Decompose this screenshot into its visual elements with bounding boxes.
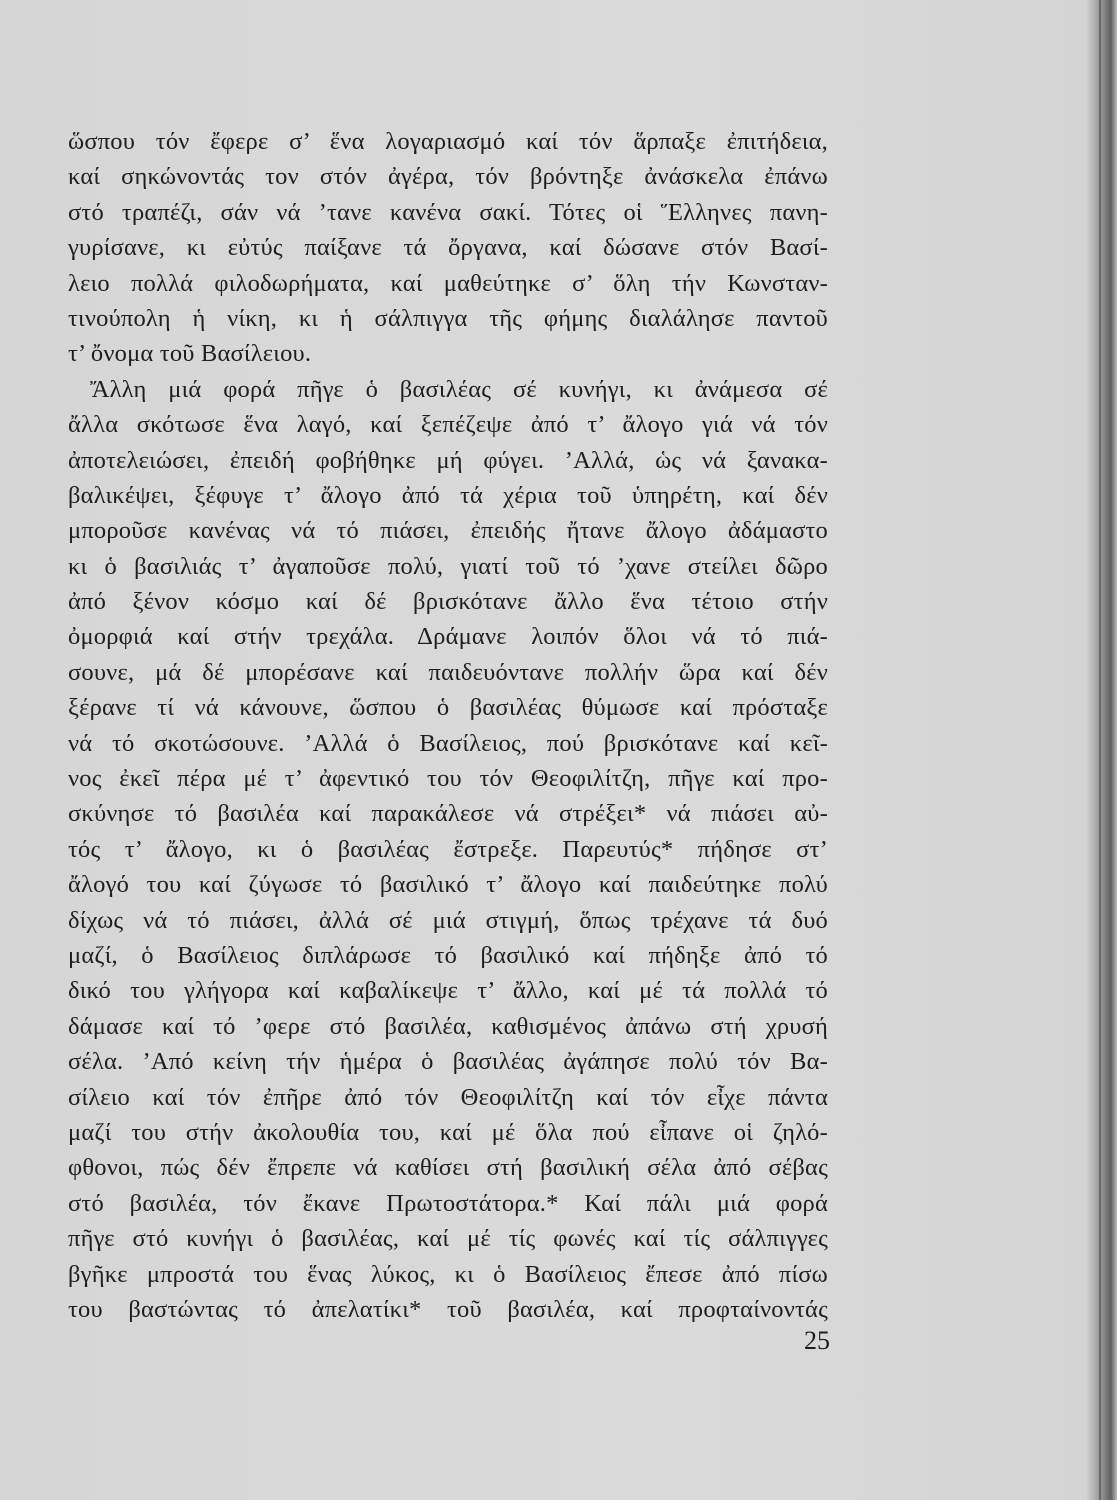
text-line: νά τό σκοτώσουνε. ’Αλλά ὁ Βασίλειος, πού βρισκότανε καί κεῖ-: [68, 729, 828, 757]
text-line: ὀμορφιά καί στήν τρεχάλα. Δράμανε λοιπόν ὅλοι νά τό πιά-: [68, 623, 828, 651]
text-line: ἄλλα σκότωσε ἕνα λαγό, καί ξεπέζεψε ἀπό τ’ ἄλογο γιά νά τόν: [68, 411, 828, 439]
text-line: μαζί, ὁ Βασίλειος διπλάρωσε τό βασιλικό καί πήδηξε ἀπό τό: [68, 941, 828, 969]
text-line: δάμασε καί τό ’φερε στό βασιλέα, καθισμένος ἀπάνω στή χρυσή: [68, 1012, 828, 1040]
text-line: δικό του γλήγορα καί καβαλίκεψε τ’ ἄλλο, καί μέ τά πολλά τό: [68, 977, 828, 1005]
text-line: ἀπό ξένον κόσμο καί δέ βρισκότανε ἄλλο ἕνα τέτοιο στήν: [68, 588, 828, 616]
text-line: δίχως νά τό πιάσει, ἀλλά σέ μιά στιγμή, ὅπως τρέχανε τά δυό: [68, 906, 828, 934]
text-line: καί σηκώνοντάς τον στόν ἀγέρα, τόν βρόντηξε ἀνάσκελα ἐπάνω: [68, 163, 828, 191]
text-line: σκύνησε τό βασιλέα καί παρακάλεσε νά στρέξει* νά πιάσει αὐ-: [68, 800, 828, 828]
page-edge-shadow: [1087, 0, 1117, 1500]
text-line: μποροῦσε κανένας νά τό πιάσει, ἐπειδής ἤτανε ἄλογο ἀδάμαστο: [68, 517, 828, 545]
text-line: γυρίσανε, κι εὐτύς παίξανε τά ὄργανα, καί δώσανε στόν Βασί-: [68, 234, 828, 262]
text-line: ξέρανε τί νά κάνουνε, ὥσπου ὁ βασιλέας θύμωσε καί πρόσταξε: [68, 694, 828, 722]
text-line: στό βασιλέα, τόν ἔκανε Πρωτοστάτορα.* Καί πάλι μιά φορά: [68, 1189, 828, 1217]
text-line: ἄλογό του καί ζύγωσε τό βασιλικό τ’ ἄλογο καί παιδεύτηκε πολύ: [68, 871, 828, 899]
text-line: σέλα. ’Από κείνη τήν ἡμέρα ὁ βασιλέας ἀγάπησε πολύ τόν Βα-: [68, 1048, 828, 1076]
text-line: σουνε, μά δέ μπορέσανε καί παιδευόντανε πολλήν ὥρα καί δέν: [68, 658, 828, 686]
text-line: σίλειο καί τόν ἐπῆρε ἀπό τόν Θεοφιλίτζη καί τόν εἶχε πάντα: [68, 1083, 828, 1111]
text-line: μαζί του στήν ἀκολουθία του, καί μέ ὅλα πού εἶπανε οἱ ζηλό-: [68, 1118, 828, 1146]
text-line: ἀποτελειώσει, ἐπειδή φοβήθηκε μή φύγει. ’Αλλά, ὡς νά ξανακα-: [68, 446, 828, 474]
text-line: τινούπολη ἡ νίκη, κι ἡ σάλπιγγα τῆς φήμης διαλάλησε παντοῦ: [68, 304, 828, 332]
text-line: φθονοι, πώς δέν ἔπρεπε νά καθίσει στή βασιλική σέλα ἀπό σέβας: [68, 1154, 828, 1182]
text-line: στό τραπέζι, σάν νά ’τανε κανένα σακί. Τότες οἱ Ἕλληνες πανη-: [68, 198, 828, 226]
text-line: λειο πολλά φιλοδωρήματα, καί μαθεύτηκε σ’ ὅλη τήν Κωνσταν-: [68, 269, 828, 297]
text-line: βγῆκε μπροστά του ἕνας λύκος, κι ὁ Βασίλειος ἔπεσε ἀπό πίσω: [68, 1260, 828, 1288]
page-number: 25: [804, 1326, 830, 1355]
text-line: πῆγε στό κυνήγι ὁ βασιλέας, καί μέ τίς φωνές καί τίς σάλπιγγες: [68, 1225, 828, 1253]
page-edge-line: [1099, 0, 1101, 1500]
text-line: τός τ’ ἄλογο, κι ὁ βασιλέας ἔστρεξε. Παρευτύς* πήδησε στ’: [68, 835, 828, 863]
text-line: νος ἐκεῖ πέρα μέ τ’ ἀφεντικό του τόν Θεοφιλίτζη, πῆγε καί προ-: [68, 765, 828, 793]
text-line: του βαστώντας τό ἀπελατίκι* τοῦ βασιλέα, καί προφταίνοντάς: [68, 1295, 828, 1323]
text-line: κι ὁ βασιλιάς τ’ ἀγαποῦσε πολύ, γιατί τοῦ τό ’χανε στείλει δῶρο: [68, 552, 828, 580]
text-line: Ἄλλη μιά φορά πῆγε ὁ βασιλέας σέ κυνήγι, κι ἀνάμεσα σέ: [90, 375, 828, 403]
body-text: [68, 124, 828, 1327]
text-line: τ’ ὄνομα τοῦ Βασίλειου.: [68, 340, 312, 368]
text-line: ὥσπου τόν ἔφερε σ’ ἕνα λογαριασμό καί τόν ἅρπαξε ἐπιτήδεια,: [68, 128, 828, 155]
text-line: βαλικέψει, ξέφυγε τ’ ἄλογο ἀπό τά χέρια τοῦ ὑπηρέτη, καί δέν: [68, 481, 828, 509]
